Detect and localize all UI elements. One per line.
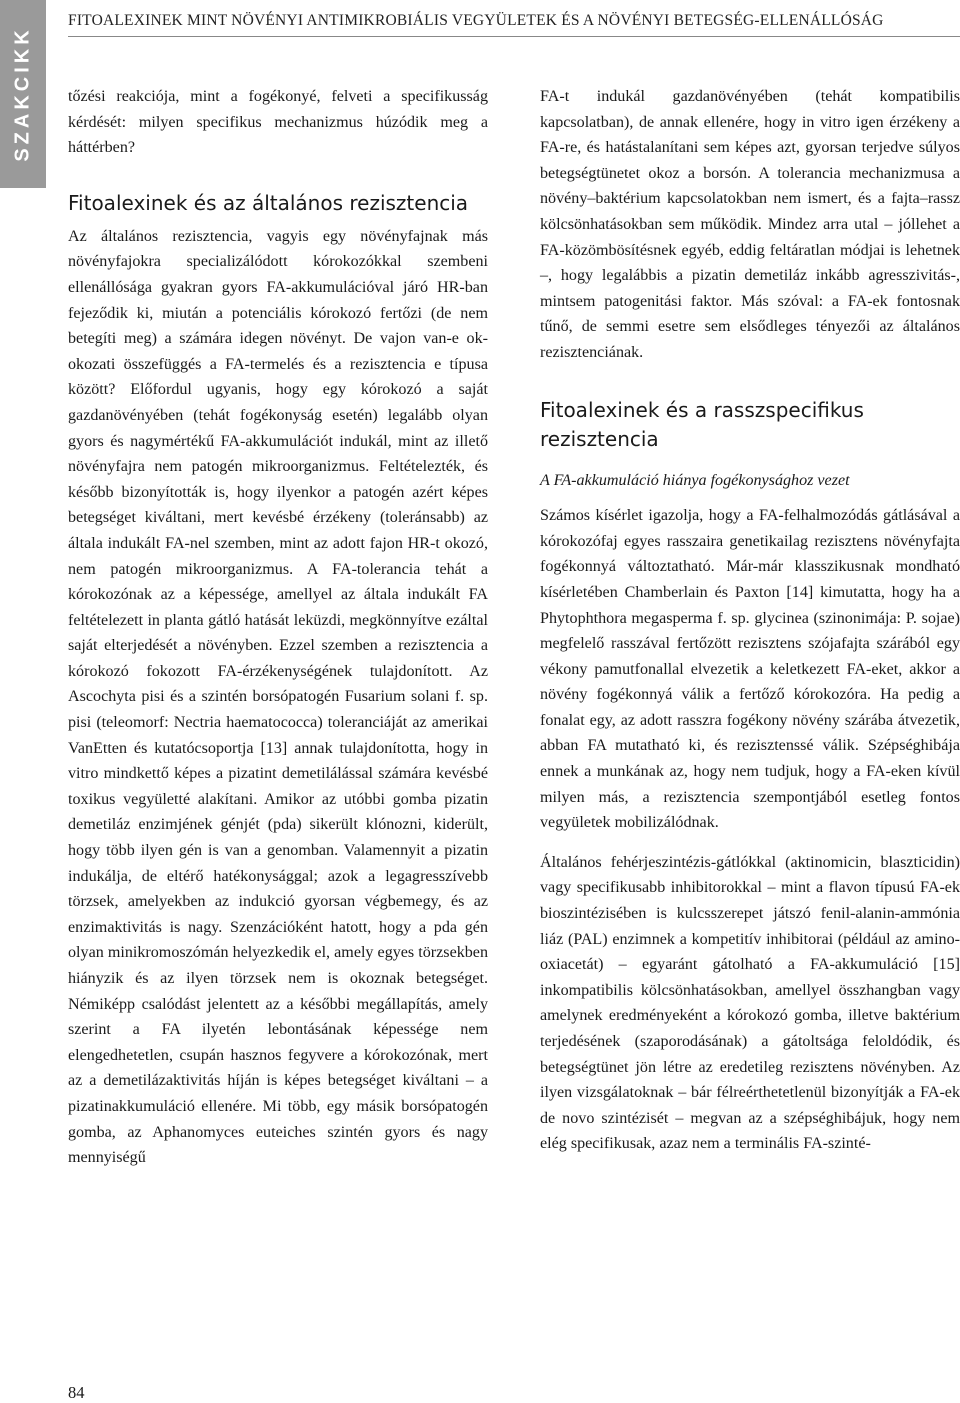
page-number: 84 [68, 1383, 85, 1402]
right-first-paragraph: FA-t indukál gazdanövényében (tehát kompatibilis kapcsolatban), de annak ellenére, hogy in vitro igen érzékeny a FA-re, és hatástalanítani sem képes azt, gyorsan terjedve súlyos betegségtünetet okoz a borsón. A tolerancia mechanizmusa a növény–baktérium kapcsolatokban nem ismert, és a fajta–rassz kölcsönhatásokban sem működik. Mindez arra utal – jóllehet a FA-közömbösítésnek egyéb, eddig feltáratlan módjai is lehetnek –, hogy legalábbis a pizatin demetiláz inkább agresszivitás-, mintsem patogenitási faktor. Más szóval: a FA-ek fontosnak tűnő, de semmi esetre sem elsődleges tényezői az általános rezisztenciának. [540, 88, 960, 361]
section-tab-label: SZAKCIKK [11, 26, 34, 162]
header-rule [68, 36, 960, 37]
right-column [540, 84, 960, 1157]
section-heading-general-resistance: Fitoalexinek és az általános rezisztencia [68, 190, 469, 215]
running-head: FITOALEXINEK MINT NÖVÉNYI ANTIMIKROBIÁLIS VEGYÜLETEK ÉS A NÖVÉNYI BETEGSÉG-ELLENÁLLÓSÁG [68, 12, 884, 29]
right-third-paragraph: Általános fehérjeszintézis-gátlókkal (aktinomicin, blaszticidin) vagy specifikusabb inhibitorokkal – mint a flavon típusú FA-ek bioszintézisében is kulcsszerepet játszó fenil-alanin-ammónia liáz (PAL) enzimnek a kompetitív inhibitorai (például az amino-oxiacetát) – egyaránt gátolható a FA-akkumuláció [15] inkompatibilis kölcsönhatásokban, amellyel összhangban vagy amelynek eredményeként a kórokozó gomba, illetve baktérium terjedésének (szaporodásának) a gátoltsága feloldódik, és betegségtünet jön létre az eredetileg rezisztens növényben. Az ilyen vizsgálatoknak – bár félreérthetetlenül bizonyítják a FA-ek de novo szintézisét – megvan az a szépséghibájuk, hogy nem elég specifikusak, azaz nem a terminális FA-szinté- [540, 853, 960, 1153]
subheading-fa-accumulation: A FA-akkumuláció hiánya fogékonysághoz vezet [540, 471, 850, 489]
section-tab [0, 0, 46, 188]
left-intro-paragraph: tőzési reakciója, mint a fogékonyé, felveti a specifikusság kérdését: milyen specifikus mechanizmus húzódik meg a háttérben? [68, 88, 488, 157]
section-heading-race-specific: Fitoalexinek és a rasszspecifikus rezisztencia [540, 397, 864, 451]
left-column [68, 84, 488, 1171]
left-body-paragraph: Az általános rezisztencia, vagyis egy növényfajnak más növényfajokra specializálódott kórokozókkal szembeni ellenállósága gyakran gyors FA-akkumulációval járó HR-ban fejeződik ki, miután a potenciális kórokozó fertőzi (de nem betegíti meg) a számára idegen növényt. De vajon van-e ok-okozati összefüggés a FA-termelés és a rezisztencia e típusa között? Előfordul ugyanis, hogy egy kórokozó a saját gazdanövényében (tehát fogékonyság esetén) legalább olyan gyors és nagymértékű FA-akkumulációt indukál, mint az illető növényfajra nem patogén mikroorganizmus. Feltételezték, és később bizonyították is, hogy ilyenkor a patogén azért képes betegséget kiváltani, mert kevésbé érzékeny (toleránsabb) az általa indukált FA-nel szemben, mint az adott fajon HR-t okozó, nem patogén mikroorganizmus. A FA-tolerancia tehát a kórokozónak az a képessége, amellyel az általa indukált FA feltételezett in planta gátló hatását leküzdi, megkönnyítve ezáltal saját elterjedését a növényben. Ezzel szemben a rezisztencia a kórokozó fokozott FA-érzékenységének tulajdonított. Az Ascochyta pisi és a szintén borsópatogén Fusarium solani f. sp. pisi (teleomorf: Nectria haematococca) toleranciáját az amerikai VanEtten és kutatócsoportja [13] annak tulajdonította, hogy in vitro mindkettő képes a pizatint demetilálással számára kevésbé toxikus vegyületté alakítani. Amikor az utóbbi gomba pizatin demetiláz enzimjének génjét (pda) sikerült klónozni, kiderült, hogy több ilyen gén is van a genomban. Valamennyit a pizatin indukálja, de eltérő hatékonysággal; azok a legagresszívebb törzsek, amelyekben az indukció gyorsan végbemegy, és az enzimaktivitás is nagy. Szenzációként hatott, hogy a pda gén olyan minikromoszómán helyezkedik el, amely egyes törzsekben hiányzik és az ilyen törzsek nem is okoznak betegséget. Némiképp csalódást jelentett az a későbbi megállapítás, amely szerint a FA ilyetén lebontásának képessége nem elengedhetetlen, csupán hasznos fegyvere a kórokozónak, mert az a demetilázaktivitás híján is képes betegséget kiváltani – a pizatinakkumuláció ellenére. Mi több, egy másik borsópatogén gomba, az Aphanomyces euteiches szintén gyors és nagy mennyiségű [68, 227, 488, 1167]
right-second-paragraph: Számos kísérlet igazolja, hogy a FA-felhalmozódás gátlásával a kórokozófaj egyes rasszaira genetikailag rezisztens növényfajta fogékonnyá változtatható. Már-már klasszikusnak mondható kísérletében Chamberlain és Paxton [14] kimutatta, hogy ha a Phytophthora megasperma f. sp. glycinea (szinonimája: P. sojae) megfelelő rasszával fertőzött rezisztens szójafajta szárából egy vékony pamutfonallal elvezetik a keletkezett FA-eket, akkor a növény fogékonnyá válik a fertőző kórokozóra. Ha pedig a fonalat egy, az adott rasszra fogékony növény szárába átvezetik, abban FA mutatható ki, és rezisztenssé válik. Szépséghibája ennek a munkának az, hogy nem tudjuk, hogy a FA-eken kívül milyen más, a rezisztencia szempontjából esetleg fontos vegyületek mobilizálódnak. [540, 507, 960, 832]
